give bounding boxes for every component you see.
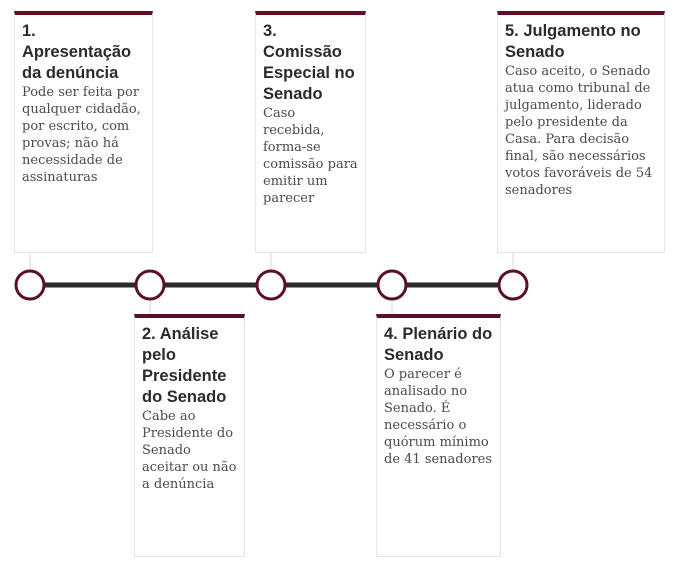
timeline-node-2: [136, 271, 164, 299]
step-description: O parecer é analisado no Senado. É necessário o quórum mínimo de 41 senadores: [384, 367, 493, 467]
timeline-node-3: [257, 271, 285, 299]
step-description: Cabe ao Presidente do Senado aceitar ou não a denúncia: [142, 409, 237, 492]
step-title: 5. Julgamento no Senado: [505, 22, 641, 61]
step-card-5: [497, 11, 665, 253]
step-card-1: [14, 11, 153, 253]
step-card-2: [134, 314, 245, 557]
step-card-4: [376, 314, 501, 557]
step-description: Caso aceito, o Senado atua como tribunal de julgamento, liderado pelo presidente da Casa. Para decisão final, são necessários votos favoráveis de 54 senadores: [505, 64, 653, 198]
step-card-3: [255, 11, 366, 253]
timeline-node-1: [16, 271, 44, 299]
step-description: Caso recebida, forma-se comissão para emitir um parecer: [263, 106, 358, 206]
step-title: 4. Plenário do Senado: [384, 325, 493, 364]
step-title: 3. Comissão Especial no Senado: [263, 22, 355, 103]
step-description: Pode ser feita por qualquer cidadão, por escrito, com provas; não há necessidade de assinaturas: [22, 85, 141, 185]
step-title: 1. Apresentação da denúncia: [22, 22, 132, 82]
step-title: 2. Análise pelo Presidente do Senado: [142, 325, 227, 406]
timeline-node-4: [378, 271, 406, 299]
timeline-node-5: [499, 271, 527, 299]
